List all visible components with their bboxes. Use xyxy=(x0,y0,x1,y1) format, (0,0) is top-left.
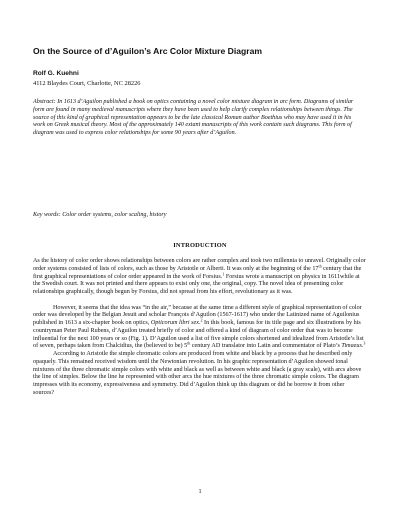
keywords: Key words: Color order systems, color scaling, history xyxy=(33,212,167,218)
author-address: 4112 Blaydes Court, Charlotte, NC 28226 xyxy=(33,80,141,87)
author-name: Rolf G. Kuehni xyxy=(33,70,79,77)
paper-title: On the Source of d’Aguilon’s Arc Color Mixture Diagram xyxy=(33,46,263,56)
page-number: 1 xyxy=(198,488,202,495)
paragraph-1: As the history of color order shows relationships between colors are rather complex and took two millennia to unravel. Originally color order systems consisted of lists of colors, such as those by Aristotle or Alberti. It was only at the beginning of the 17th century that the first graphical representations of color order appeared in the work of Forsius.$^1$ Forsius wrote a manuscript on physics in 1611while at the Swedish court. It was not printed and there appears to exist only one, the original, copy. The novel idea of presenting color relationships graphically, though begun by Forsius, did not spread from his effort, revolutionary as it was. xyxy=(33,258,366,295)
abstract: Abstract: In 1613 d’Aguilon published a book on optics containing a novel color mixture diagram in arc form. Diagrams of similar form are found in many medieval manuscripts where they have been used to help clarify complex relationships between things. The source of this kind of graphical representation appears to be the late classical Roman author Boethius who may have used it in his work on Greek musical theory. Most of the approximately 140 extant manuscripts of this work contain such diagrams. This form of diagram was used to express color relationships for some 90 years after d’Aguilon. xyxy=(33,99,354,136)
section-heading-introduction: INTRODUCTION xyxy=(173,242,227,249)
paragraph-2: However, it seems that the idea was “in the air,” because at the same time a different style of graphical representation of color order was developed by the Belgian Jesuit and scholar François d’Aguilon (1567-1617) who under the Latinized name of Aguilonius published in 1613 a six-chapter book on optics, Opticorum libri sex.$^2$ In this book, famous for its title page and six illustrations by his countryman Peter Paul Rubens, d’Aguilon treated briefly of color and offered a kind of diagram of color order that was to become influential for the next 100 years or so (Fig. 1). D’Aguilon used a list of five simple colors shortened and idealized from Aristotle’s list of seven, perhaps taken from Chalcidius, the (believed to be) 5th century AD translator into Latin and commentator of Plato’s Timaeus.$^3$ xyxy=(33,304,366,350)
paragraph-3: According to Aristotle the simple chromatic colors are produced from white and black by a process that he described only opaquely. This remained received wisdom until the Newtonian revolution. In his graphic representation d’Aguilon showed tonal mixtures of the three chromatic simple colors with white and black as well as between white and black (a gray scale), with arcs above the line of simples. Below the line he represented with other arcs the hue mixtures of the three chromatic simple colors. The diagram impresses with its economy, expressiveness and symmetry. Did d’Aguilon think up this diagram or did he borrow it from other sources? xyxy=(33,351,362,396)
introduction-body xyxy=(33,258,367,398)
